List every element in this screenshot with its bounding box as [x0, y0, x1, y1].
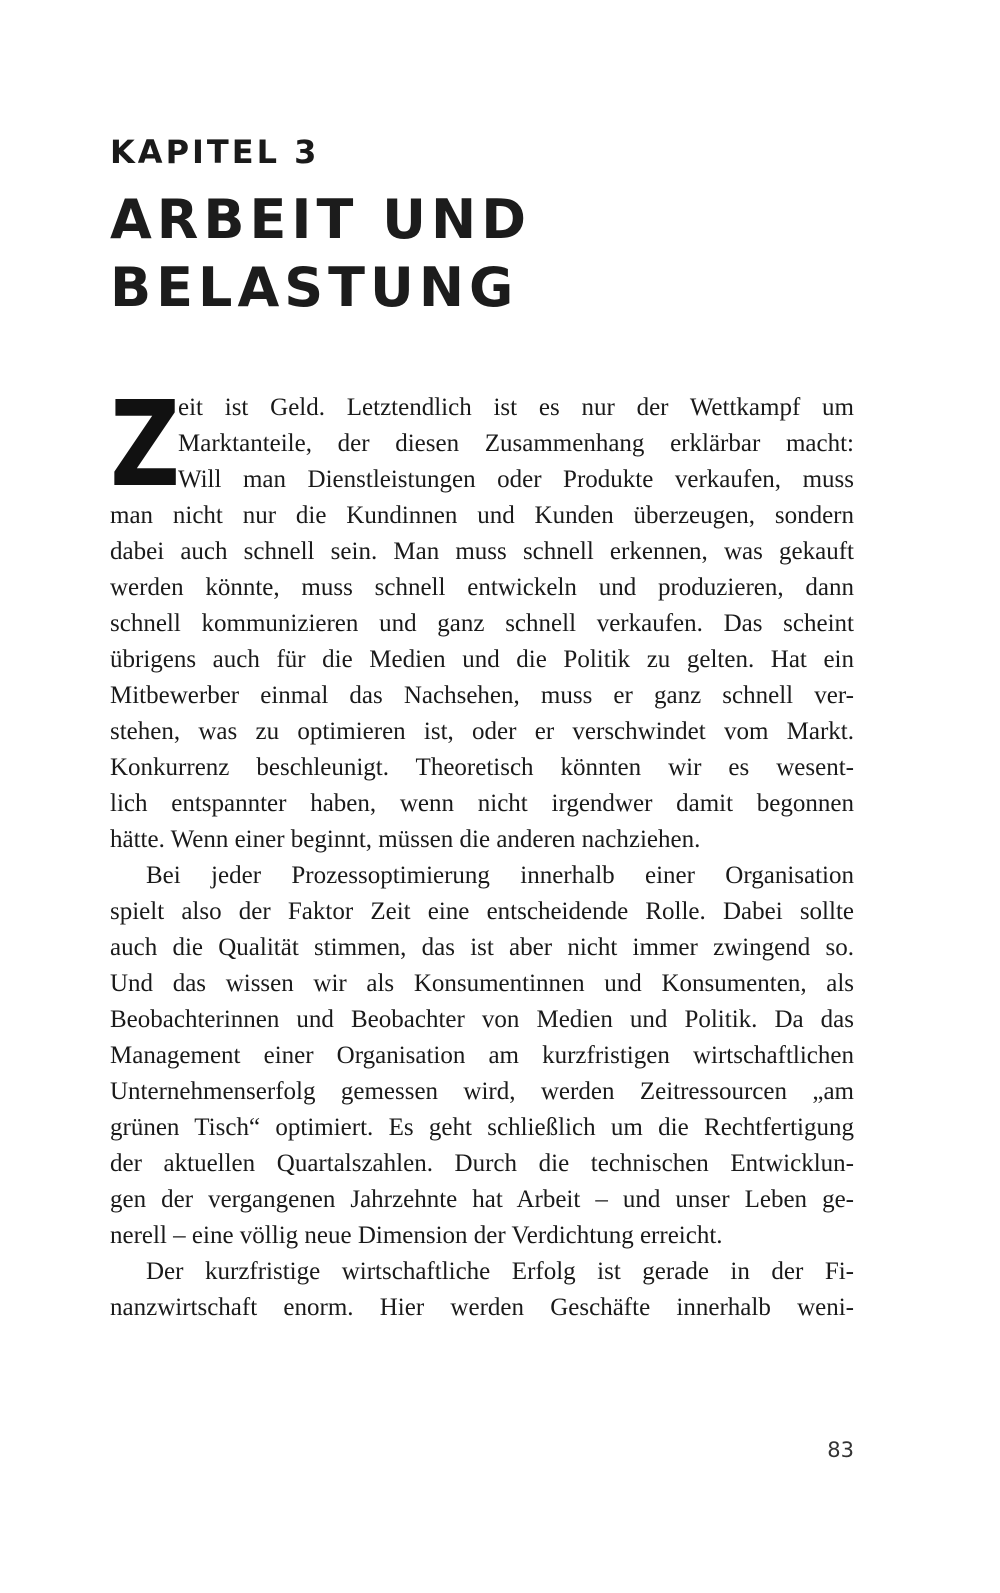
- text-line: auch die Qualität stimmen, das ist aber nicht immer zwingend so.: [110, 934, 854, 961]
- text-line: übrigens auch für die Medien und die Politik zu gelten. Hat ein: [110, 646, 854, 673]
- text-line: man nicht nur die Kundinnen und Kunden überzeugen, sondern: [110, 502, 854, 529]
- chapter-title-line-1: ARBEIT UND: [110, 188, 532, 251]
- text-line: dabei auch schnell sein. Man muss schnell erkennen, was gekauft: [110, 538, 854, 565]
- book-page: [110, 0, 854, 1593]
- page-number: 83: [827, 1438, 854, 1462]
- text-line: Beobachterinnen und Beobachter von Medien und Politik. Da das: [110, 1006, 854, 1033]
- chapter-title: [110, 186, 854, 322]
- text-line: werden könnte, muss schnell entwickeln und produzieren, dann: [110, 574, 854, 601]
- text-line: Und das wissen wir als Konsumentinnen und Konsumenten, als: [110, 970, 854, 997]
- text-line: grünen Tisch“ optimiert. Es geht schließlich um die Rechtfertigung: [110, 1114, 854, 1141]
- text-line: spielt also der Faktor Zeit eine entscheidende Rolle. Dabei sollte: [110, 898, 854, 925]
- text-line: Marktanteile, der diesen Zusammenhang erklärbar macht:: [178, 430, 854, 457]
- text-line: der aktuellen Quartalszahlen. Durch die technischen Entwicklun-: [110, 1150, 854, 1177]
- text-line: nanzwirtschaft enorm. Hier werden Geschäfte innerhalb weni-: [110, 1294, 854, 1321]
- chapter-title-line-2: BELASTUNG: [110, 256, 519, 319]
- text-line: Will man Dienstleistungen oder Produkte verkaufen, muss: [178, 466, 854, 493]
- text-line: Konkurrenz beschleunigt. Theoretisch könnten wir es wesent-: [110, 754, 854, 781]
- text-line: gen der vergangenen Jahrzehnte hat Arbeit – und unser Leben ge-: [110, 1186, 854, 1213]
- text-line: Bei jeder Prozessoptimierung innerhalb einer Organisation: [146, 862, 854, 889]
- text-line: Mitbewerber einmal das Nachsehen, muss er ganz schnell ver-: [110, 682, 854, 709]
- text-line: nerell – eine völlig neue Dimension der Verdichtung erreicht.: [110, 1222, 723, 1249]
- text-line: schnell kommunizieren und ganz schnell verkaufen. Das scheint: [110, 610, 854, 637]
- text-line: stehen, was zu optimieren ist, oder er verschwindet vom Markt.: [110, 718, 854, 745]
- paragraph-3: [110, 1254, 854, 1326]
- dropcap-box: [110, 375, 181, 513]
- text-line: lich entspannter haben, wenn nicht irgendwer damit begonnen: [110, 790, 854, 817]
- paragraph-1: [110, 375, 854, 858]
- text-line: Management einer Organisation am kurzfristigen wirtschaftlichen: [110, 1042, 854, 1069]
- paragraph-2: [110, 858, 854, 1254]
- text-line: hätte. Wenn einer beginnt, müssen die anderen nachziehen.: [110, 826, 701, 853]
- chapter-label: KAPITEL 3: [110, 133, 320, 171]
- text-line: Der kurzfristige wirtschaftliche Erfolg ist gerade in der Fi-: [146, 1258, 854, 1285]
- text-line: Unternehmenserfolg gemessen wird, werden Zeitressourcen „am: [110, 1078, 854, 1105]
- text-line: eit ist Geld. Letztendlich ist es nur der Wettkampf um: [178, 394, 854, 421]
- body-text: [110, 375, 854, 1326]
- dropcap-letter: Z: [110, 375, 181, 513]
